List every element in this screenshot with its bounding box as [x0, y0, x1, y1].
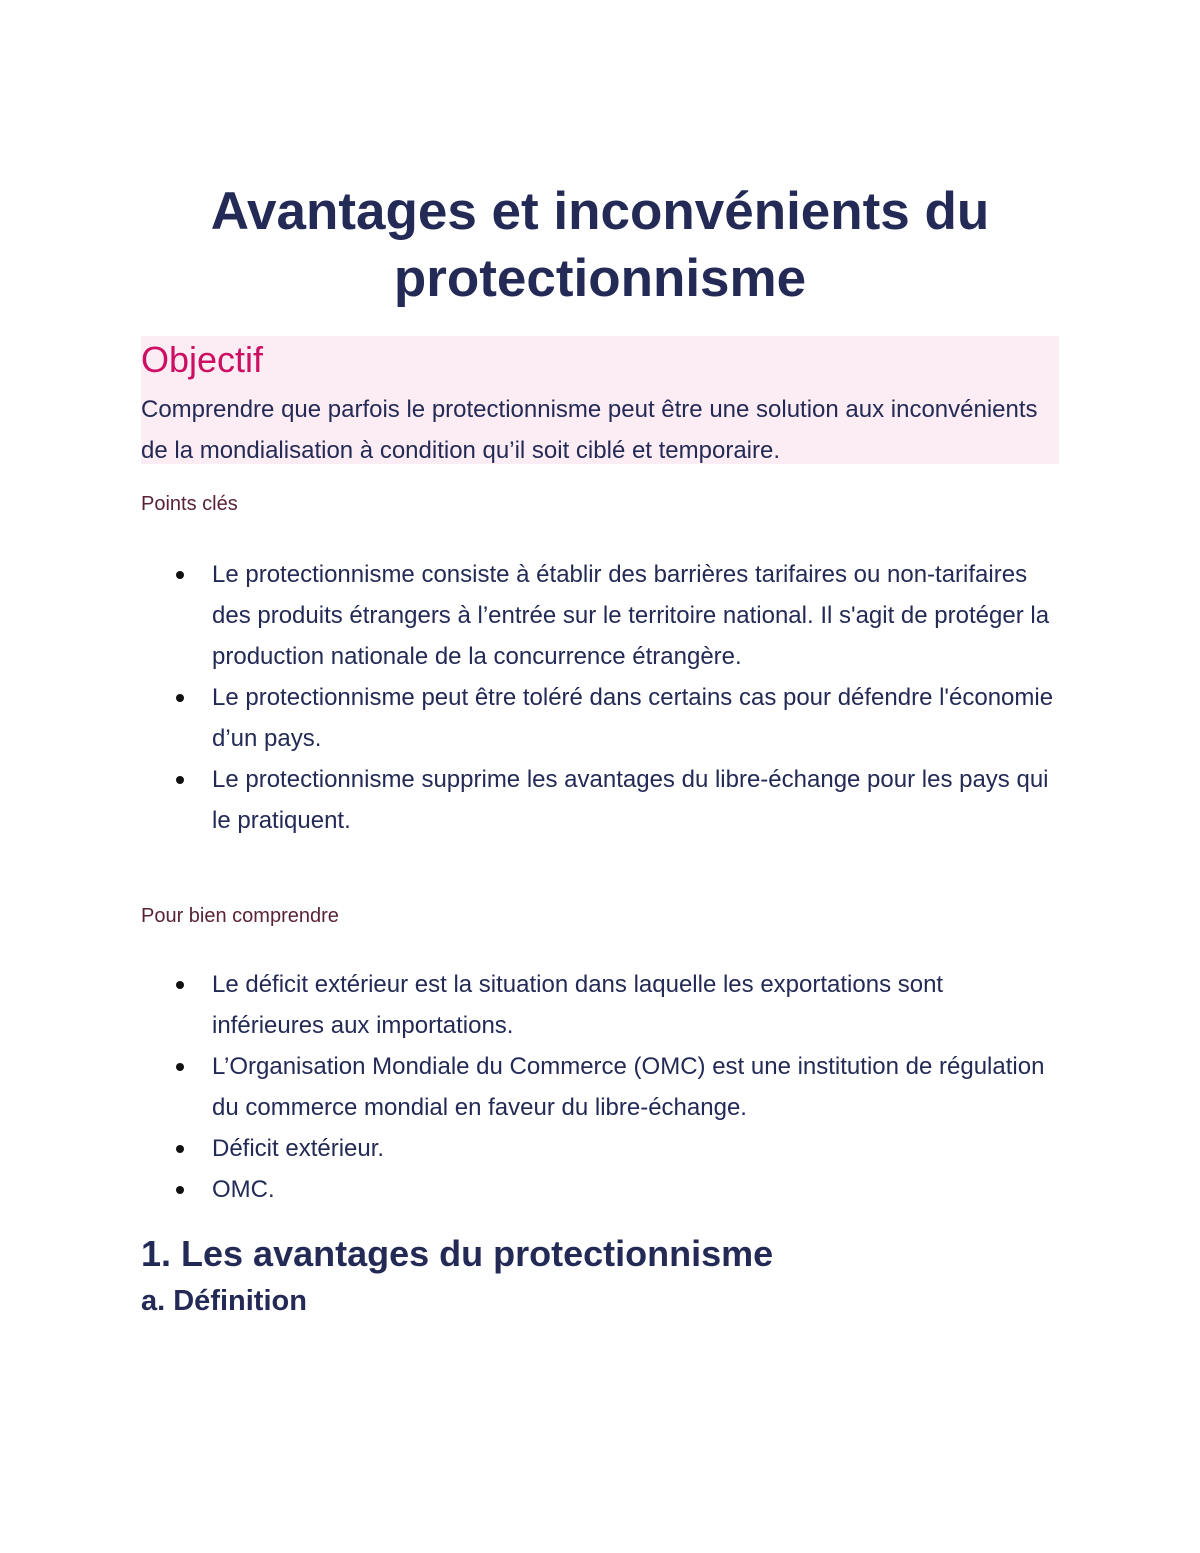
list-item — [141, 1169, 1059, 1210]
bullet-icon — [176, 694, 184, 702]
list-item-text: Le protectionnisme peut être toléré dans certains cas pour défendre l'économie d’un pays. — [212, 684, 1054, 752]
list-item-text: Le déficit extérieur est la situation dans laquelle les exportations sont inférieures aux importations. — [212, 971, 944, 1039]
list-item-text: L’Organisation Mondiale du Commerce (OMC) est une institution de régulation du commerce mondial en faveur du libre-échange. — [212, 1053, 1045, 1121]
objective-text: Comprendre que parfois le protectionnisme peut être une solution aux inconvénients de la mondialisation à condition qu’il soit ciblé et temporaire. — [141, 396, 1038, 464]
bullet-icon — [176, 1145, 184, 1153]
subsection-heading: a. Définition — [141, 1285, 307, 1317]
list-item-text: Déficit extérieur. — [212, 1135, 385, 1162]
section-heading: 1. Les avantages du protectionnisme — [141, 1233, 774, 1274]
understanding-list — [141, 964, 1059, 1210]
bullet-icon — [176, 776, 184, 784]
list-item — [141, 1046, 1059, 1128]
bullet-icon — [176, 1063, 184, 1071]
list-item — [141, 1128, 1059, 1169]
objective-heading: Objectif — [141, 339, 264, 380]
list-item-text: Le protectionnisme supprime les avantages du libre-échange pour les pays qui le pratiquent. — [212, 766, 1049, 834]
list-item — [141, 554, 1059, 677]
understanding-label: Pour bien comprendre — [141, 905, 339, 927]
list-item — [141, 677, 1059, 759]
bullet-icon — [176, 571, 184, 579]
key-points-label: Points clés — [141, 493, 238, 515]
bullet-icon — [176, 1186, 184, 1194]
bullet-icon — [176, 981, 184, 989]
document-title: Avantages et inconvénients du protectionnisme — [210, 182, 990, 308]
list-item-text: Le protectionnisme consiste à établir des barrières tarifaires ou non-tarifaires des produits étrangers à l’entrée sur le territoire national. Il s'agit de protéger la production nationale de la concurrence étrangère. — [212, 561, 1050, 670]
list-item — [141, 759, 1059, 841]
list-item-text: OMC. — [212, 1176, 275, 1203]
list-item — [141, 964, 1059, 1046]
key-points-list — [141, 554, 1059, 841]
